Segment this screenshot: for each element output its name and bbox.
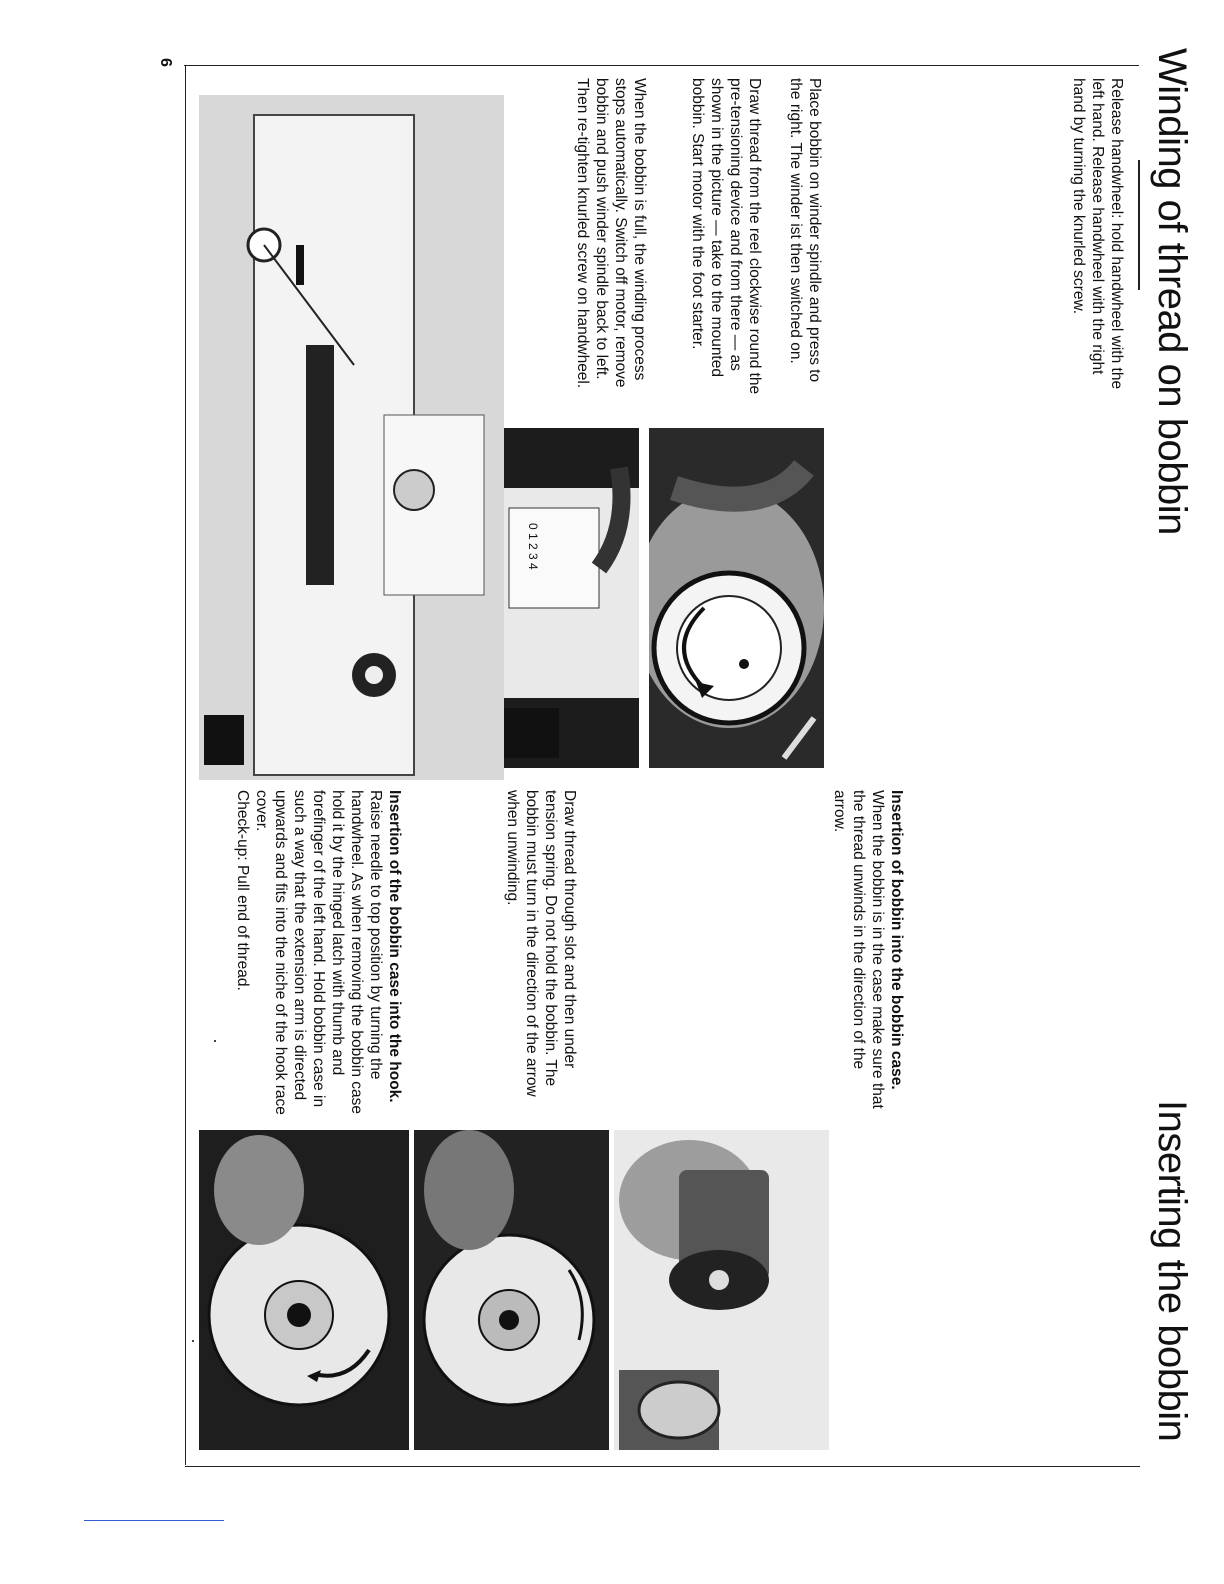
- scan-mark: [192, 1340, 194, 1342]
- bobbin-case-illustration: [614, 1130, 829, 1450]
- insert-step-1-heading: Insertion of bobbin into the bobbin case.: [888, 790, 905, 1090]
- insert-step-2: Draw thread through slot and then under tension spring. Do not hold the bobbin. The bobbin must turn in the direction of the arrow when unwinding.: [504, 790, 578, 1097]
- scan-mark: [214, 1040, 216, 1042]
- section-title-winding: Winding of thread on bobbin: [1150, 48, 1194, 535]
- frame-rule-right: [185, 1466, 1140, 1467]
- winding-step-4: When the bobbin is full, the winding process stops automatically. Switch off motor, remove bobbin and push winder spindle back to left. Then re-tighten knurled screw on handwheel.: [574, 78, 648, 389]
- photo-bobbin-case: [614, 1130, 829, 1450]
- machine-illustration: [199, 95, 504, 780]
- photo-machine: [199, 95, 504, 780]
- photo-handwheel: [649, 428, 824, 768]
- footer-link-underline: [84, 1520, 224, 1521]
- winding-step-2: Place bobbin on winder spindle and press to the right. The winder ist then switched on.: [787, 78, 823, 383]
- winding-step-1: Release handwheel: hold handwheel with the left hand. Release handwheel with the right hand by turning the knurled screw.: [1070, 78, 1125, 390]
- insert-step-3-body: Raise needle to top position by turning the handwheel. As when removing the bobbin case hold it by the hinged latch with thumb and forefinger of the left hand. Hold bobbin case in such a way that the extension arm is directed upwards and fits into the niche of the hook race cover.: [253, 790, 384, 1115]
- insert-step-1-body: When the bobbin is in the case make sure that the thread unwinds in the direction of the arrow.: [831, 790, 886, 1109]
- insert-step-3: [233, 790, 404, 1120]
- frame-rule-left: [184, 65, 1139, 66]
- section-title-inserting: Inserting the bobbin: [1150, 1100, 1194, 1442]
- winding-step-3: Draw thread from the reel clockwise round the pre-tensioning device and from there — as shown in the picture — take to the mounted bobbin. Start motor with the foot starter.: [689, 78, 763, 395]
- photo-case-hook: [199, 1130, 409, 1450]
- insert-step-3-heading: Insertion of the bobbin case into the hook.: [386, 790, 403, 1103]
- handwheel-illustration: [649, 428, 824, 768]
- page-number: 6: [157, 58, 174, 67]
- insert-step-3-checkup: Check-up: Pull end of thread.: [234, 790, 251, 991]
- insert-step-1: [830, 790, 906, 1115]
- case-hook-illustration: [199, 1130, 409, 1450]
- frame-rule-top: [1138, 160, 1140, 290]
- photo-tension-spring: [414, 1130, 609, 1450]
- frame-rule-bottom: [185, 65, 186, 1465]
- stitch-dial-numbers: 0 1 2 3 4: [526, 523, 540, 570]
- tension-spring-illustration: [414, 1130, 609, 1450]
